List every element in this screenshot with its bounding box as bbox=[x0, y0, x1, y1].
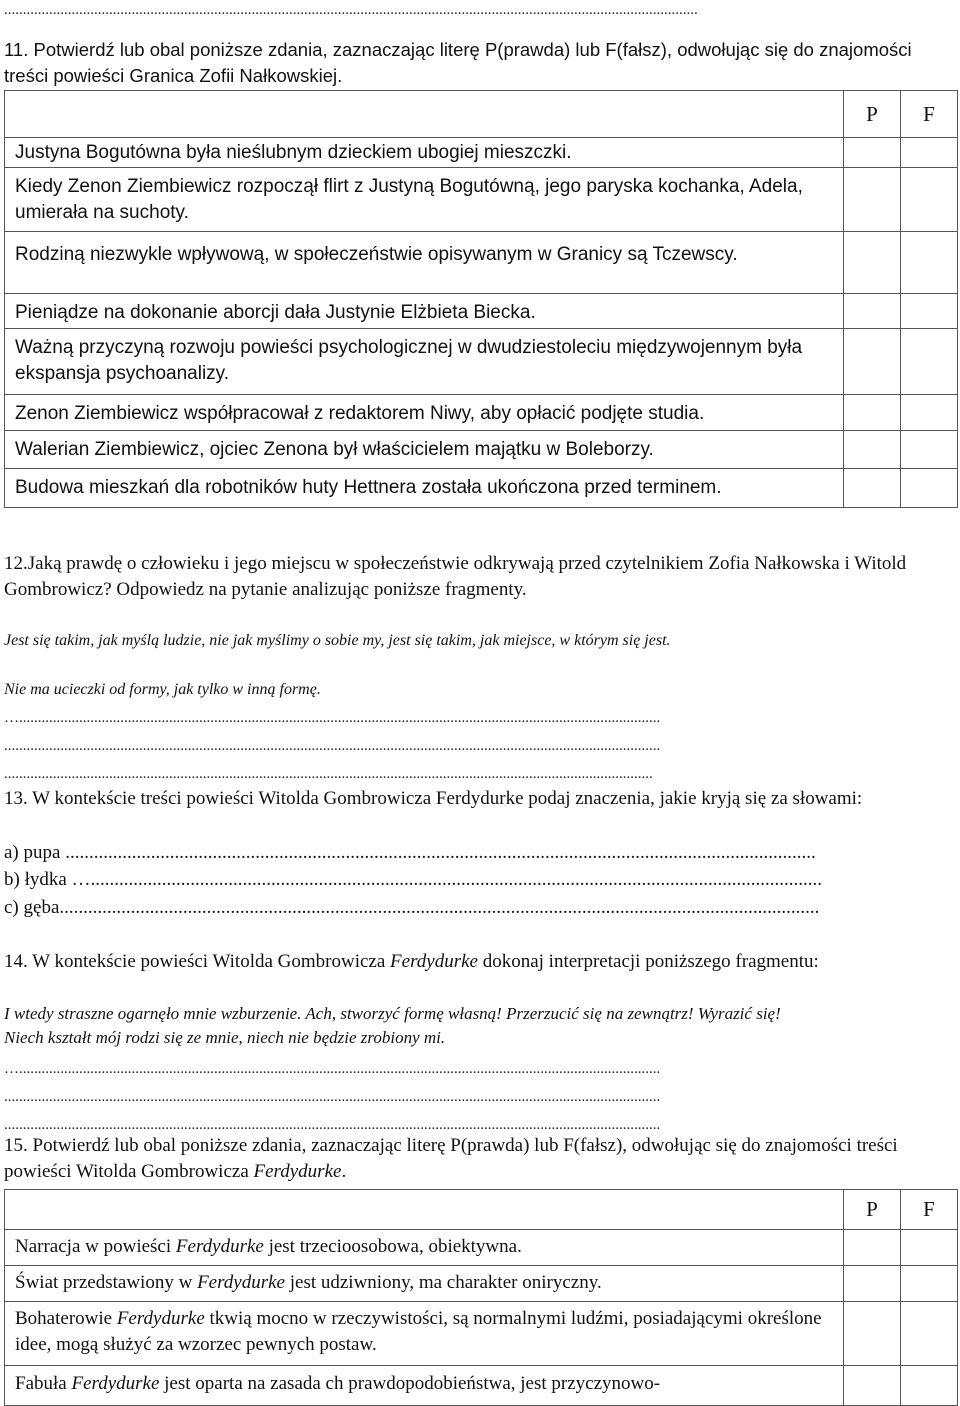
true-false-table-11 bbox=[4, 90, 958, 508]
quote-text: Nie ma ucieczki od formy, jak tylko w inną formę. bbox=[4, 681, 321, 698]
true-false-table-15 bbox=[4, 1189, 958, 1406]
answer-p-cell[interactable] bbox=[844, 1302, 901, 1366]
table-row bbox=[5, 1366, 958, 1406]
column-f-header: F bbox=[901, 91, 958, 138]
answer-item[interactable]: c) gęba................................................................................................................................................................ bbox=[4, 897, 820, 918]
answer-f-cell[interactable] bbox=[901, 1266, 958, 1302]
table-row bbox=[5, 232, 958, 294]
answer-f-cell[interactable] bbox=[901, 294, 958, 329]
table-row bbox=[5, 138, 958, 168]
statement-text: Świat przedstawiony w Ferdydurke jest udziwniony, ma charakter oniryczny. bbox=[5, 1266, 844, 1302]
quote-text: I wtedy straszne ogarnęło mnie wzburzenie. Ach, stworzyć formę własną! Przerzucić się na zewnątrz! Wyrazić się! bbox=[4, 1004, 781, 1023]
statement-text: Fabuła Ferdydurke jest oparta na zasada ch prawdopodobieństwa, jest przyczynowo- bbox=[5, 1366, 844, 1406]
answer-f-cell[interactable] bbox=[901, 138, 958, 168]
question-number: 12. bbox=[4, 553, 28, 574]
answer-item[interactable]: a) pupa .............................................................................................................................................................. bbox=[4, 842, 816, 863]
answer-f-cell[interactable] bbox=[901, 395, 958, 431]
answer-f-cell[interactable] bbox=[901, 1230, 958, 1266]
table-row bbox=[5, 294, 958, 329]
answer-p-cell[interactable] bbox=[844, 294, 901, 329]
answer-p-cell[interactable] bbox=[844, 232, 901, 294]
question-number: 14. bbox=[4, 951, 28, 972]
quote-text: Jest się takim, jak myślą ludzie, nie jak myślimy o sobie my, jest się takim, jak miejsce, w którym się jest. bbox=[4, 632, 671, 649]
answer-p-cell[interactable] bbox=[844, 469, 901, 508]
question-14 bbox=[4, 949, 956, 975]
question-text: W kontekście treści powieści Witolda Gombrowicza Ferdydurke podaj znaczenia, jakie kryją się za słowami: bbox=[32, 788, 863, 809]
question-12 bbox=[4, 551, 956, 603]
table-row bbox=[5, 168, 958, 232]
table-row bbox=[5, 329, 958, 395]
statement-text: Pieniądze na dokonanie aborcji dała Justynie Elżbieta Biecka. bbox=[5, 294, 844, 329]
answer-p-cell[interactable] bbox=[844, 329, 901, 395]
question-number: 13. bbox=[4, 788, 28, 809]
statement-text: Kiedy Zenon Ziembiewicz rozpoczął flirt z Justyną Bogutówną, jego paryska kochanka, Adela, umierała na suchoty. bbox=[5, 168, 844, 232]
table-header-row bbox=[5, 91, 958, 138]
answer-p-cell[interactable] bbox=[844, 1366, 901, 1406]
answer-f-cell[interactable] bbox=[901, 168, 958, 232]
statement-text: Narracja w powieści Ferdydurke jest trzecioosobowa, obiektywna. bbox=[5, 1230, 844, 1266]
answer-f-cell[interactable] bbox=[901, 1366, 958, 1406]
statement-text: Rodziną niezwykle wpływową, w społeczeństwie opisywanym w Granicy są Tczewscy. bbox=[5, 232, 844, 294]
question-text: . bbox=[341, 1161, 347, 1182]
answer-f-cell[interactable] bbox=[901, 232, 958, 294]
question-text: Jaką prawdę o człowieku i jego miejscu w społeczeństwie odkrywają przed czytelnikiem Zofia Nałkowska i Witold Gombrowicz? Odpowiedz na pytanie analizując poniższe fragmenty. bbox=[4, 553, 907, 600]
column-f-header: F bbox=[901, 1190, 958, 1230]
question-number: 15. bbox=[4, 1135, 28, 1156]
answer-p-cell[interactable] bbox=[844, 138, 901, 168]
question-text: Potwierdź lub obal poniższe zdania, zaznaczając literę P(prawda) lub F(fałsz), odwołując się do znajomości treści powieści Witolda Gombrowicza bbox=[4, 1135, 898, 1182]
answer-f-cell[interactable] bbox=[901, 329, 958, 395]
answer-p-cell[interactable] bbox=[844, 395, 901, 431]
question-text: dokonaj interpretacji poniższego fragmentu: bbox=[477, 951, 819, 972]
answer-item[interactable]: b) łydka ….......................................................................................................................................................... bbox=[4, 869, 823, 890]
answer-line[interactable]: ............................................................................................................................................................................... bbox=[4, 1089, 661, 1105]
book-title: Ferdydurke bbox=[253, 1161, 342, 1182]
answer-line[interactable]: ............................................................................................................................................................................... bbox=[4, 1117, 661, 1133]
table-row bbox=[5, 469, 958, 508]
table-row bbox=[5, 395, 958, 431]
table-header-row bbox=[5, 1190, 958, 1230]
question-11 bbox=[4, 37, 956, 89]
table-row bbox=[5, 1302, 958, 1366]
question-15 bbox=[4, 1133, 956, 1185]
statement-text: Bohaterowie Ferdydurke tkwią mocno w rzeczywistości, są normalnymi ludźmi, posiadającymi określone idee, mogą służyć za wzorzec pewnych postaw. bbox=[5, 1302, 844, 1366]
question-13 bbox=[4, 786, 956, 812]
question-number: 11. bbox=[4, 39, 29, 60]
table-header-cell bbox=[5, 91, 844, 138]
statement-text: Walerian Ziembiewicz, ojciec Zenona był właścicielem majątku w Boleborzy. bbox=[5, 431, 844, 469]
column-p-header: P bbox=[844, 1190, 901, 1230]
answer-line[interactable]: ............................................................................................................................................................................... bbox=[4, 738, 661, 754]
table-row bbox=[5, 431, 958, 469]
answer-p-cell[interactable] bbox=[844, 1266, 901, 1302]
answer-p-cell[interactable] bbox=[844, 1230, 901, 1266]
answer-line[interactable]: ............................................................................................................................................................................. bbox=[4, 766, 653, 782]
answer-line: ......................................................................................................................................................................................... bbox=[4, 2, 698, 18]
book-title: Ferdydurke bbox=[390, 951, 478, 972]
answer-line[interactable]: …........................................................................................................................................................................... bbox=[4, 710, 661, 726]
statement-text: Ważną przyczyną rozwoju powieści psychologicznej w dwudziestoleciu międzywojennym była ekspansja psychoanalizy. bbox=[5, 329, 844, 395]
answer-f-cell[interactable] bbox=[901, 431, 958, 469]
question-text: W kontekście powieści Witolda Gombrowicza bbox=[32, 951, 391, 972]
answer-line[interactable]: …........................................................................................................................................................................... bbox=[4, 1061, 661, 1077]
table-row bbox=[5, 1266, 958, 1302]
statement-text: Budowa mieszkań dla robotników huty Hettnera została ukończona przed terminem. bbox=[5, 469, 844, 508]
quote-text: Niech kształt mój rodzi się ze mnie, niech nie będzie zrobiony mi. bbox=[4, 1028, 446, 1047]
column-p-header: P bbox=[844, 91, 901, 138]
answer-p-cell[interactable] bbox=[844, 168, 901, 232]
answer-f-cell[interactable] bbox=[901, 1302, 958, 1366]
table-row bbox=[5, 1230, 958, 1266]
question-text: Potwierdź lub obal poniższe zdania, zaznaczając literę P(prawda) lub F(fałsz), odwołując się do znajomości treści powieści Granica Zofii Nałkowskiej. bbox=[4, 39, 912, 86]
answer-p-cell[interactable] bbox=[844, 431, 901, 469]
answer-f-cell[interactable] bbox=[901, 469, 958, 508]
statement-text: Justyna Bogutówna była nieślubnym dzieckiem ubogiej mieszczki. bbox=[5, 138, 844, 168]
table-header-cell bbox=[5, 1190, 844, 1230]
statement-text: Zenon Ziembiewicz współpracował z redaktorem Niwy, aby opłacić podjęte studia. bbox=[5, 395, 844, 431]
